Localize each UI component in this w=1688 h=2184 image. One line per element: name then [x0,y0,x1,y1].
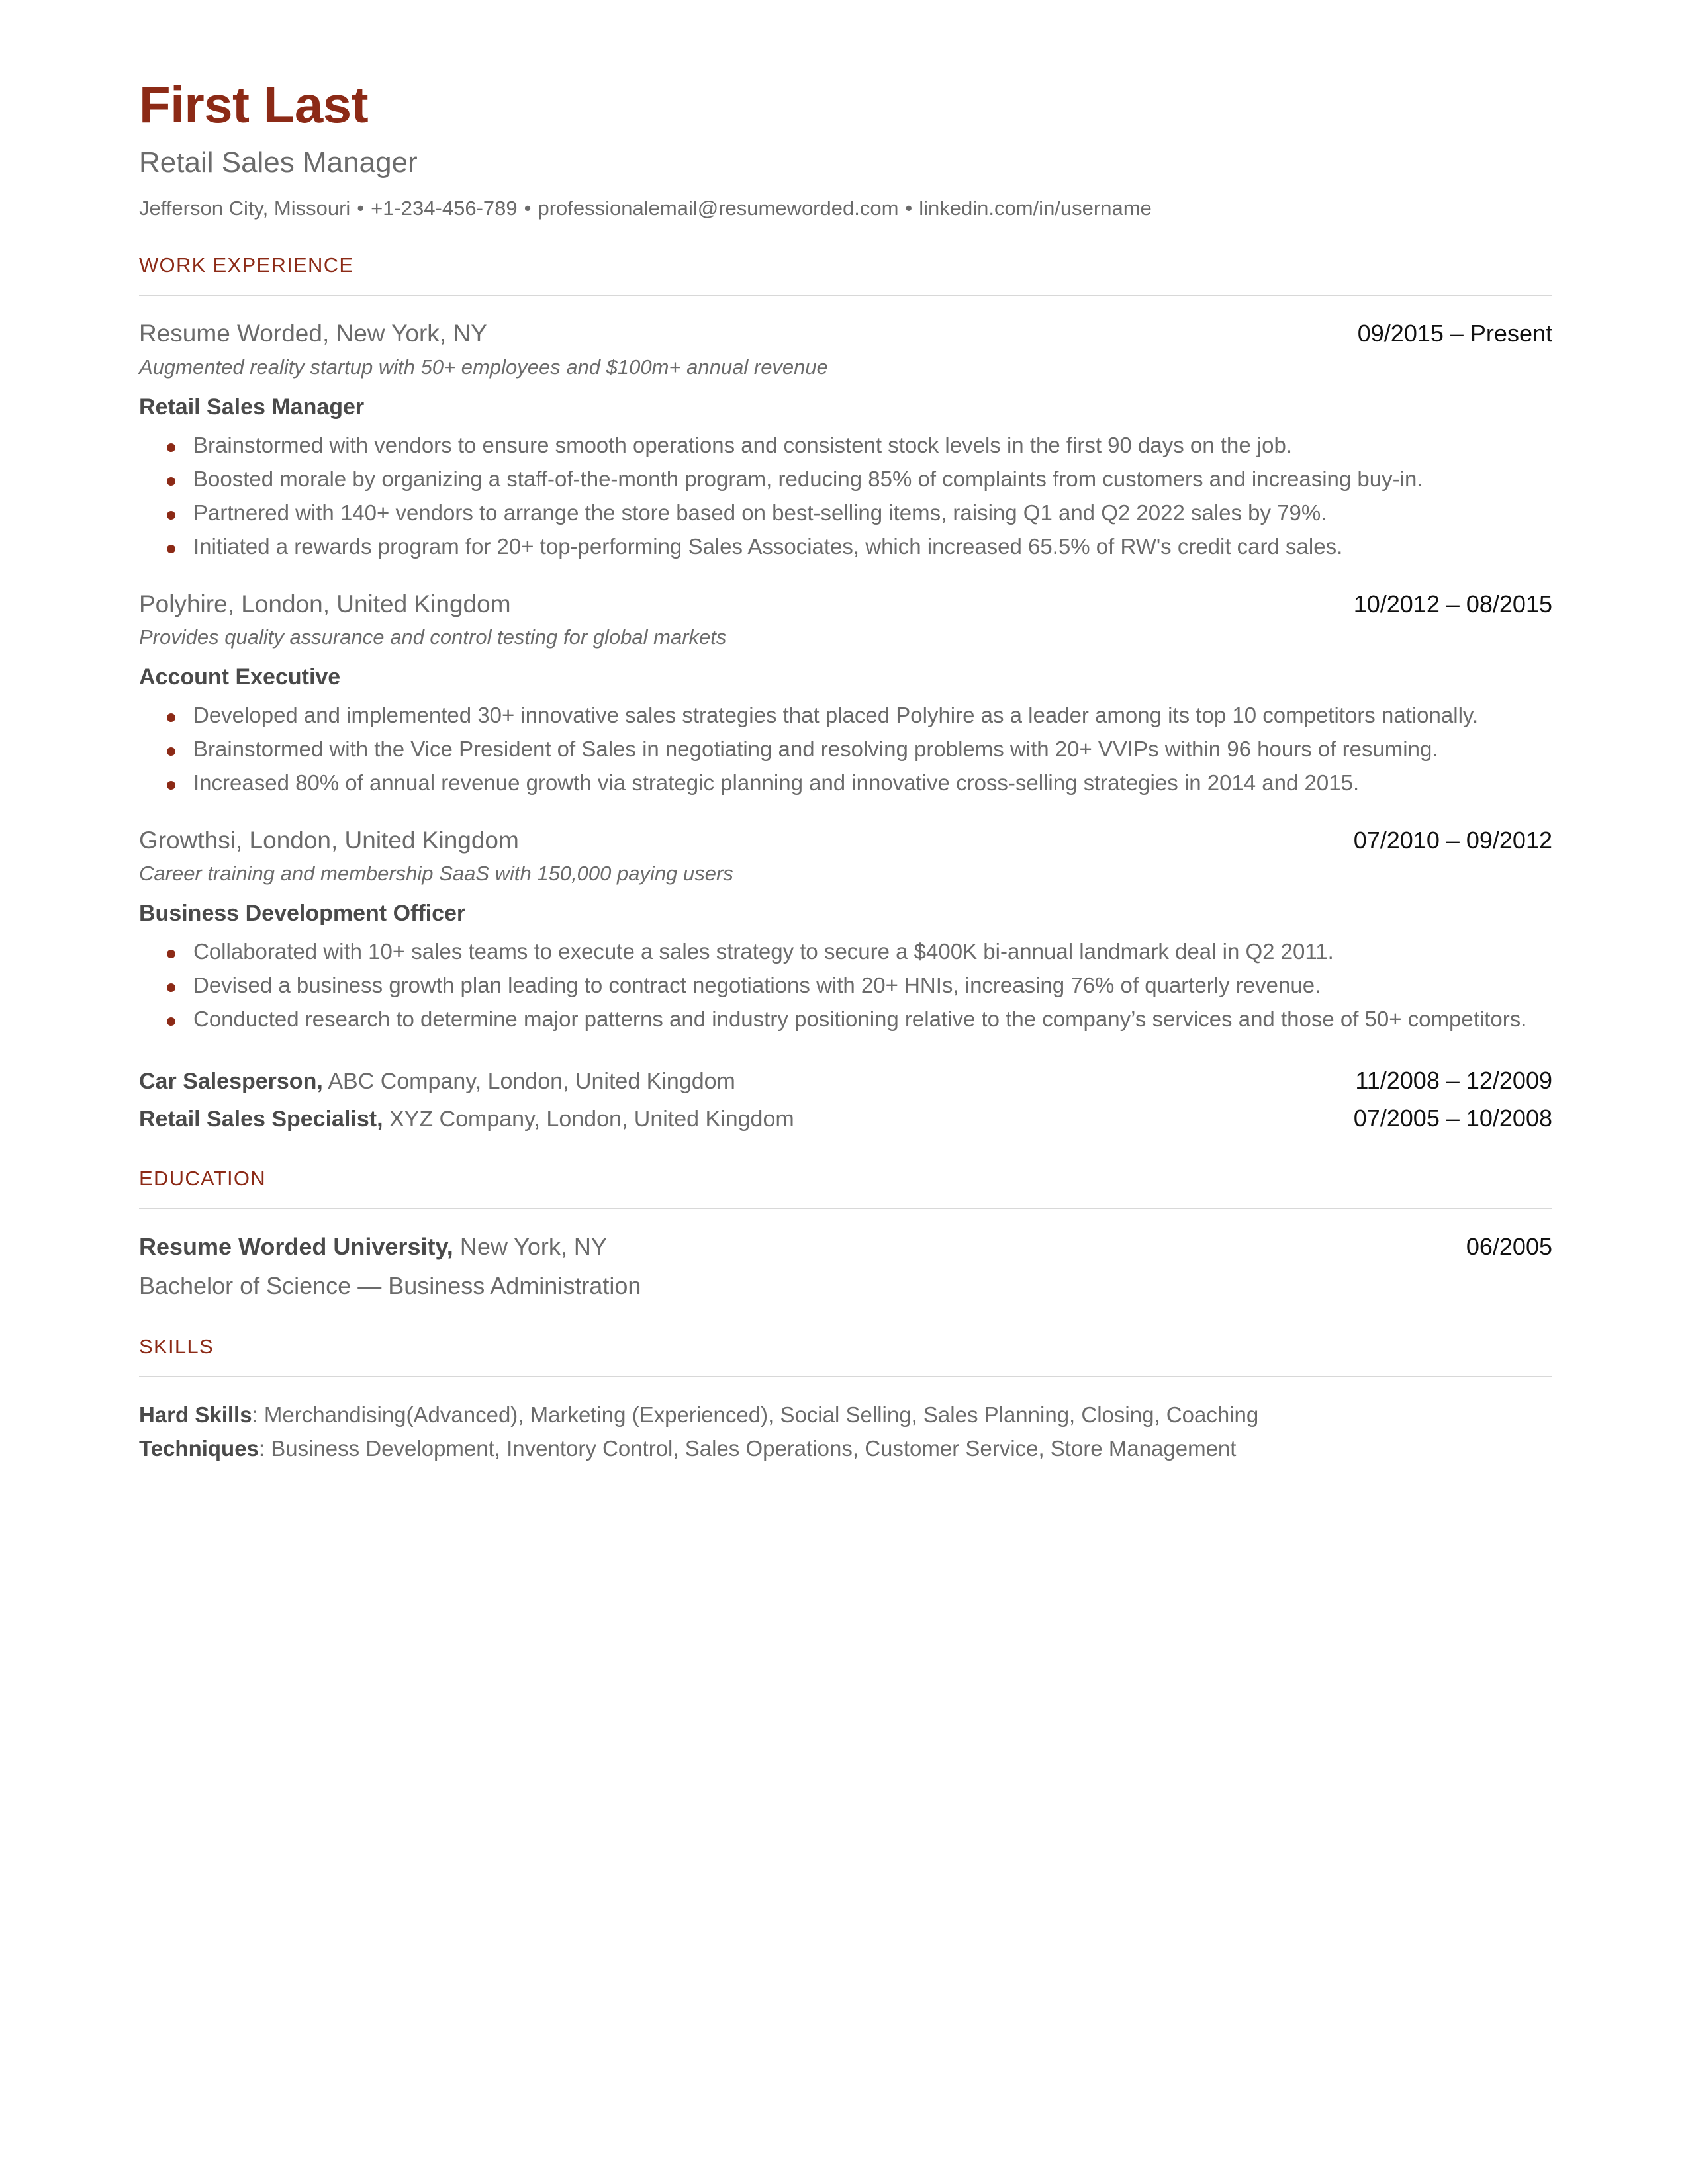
section-work-experience [139,253,1552,1134]
job-role: Account Executive [139,664,341,690]
skills-value: : Business Development, Inventory Control, Sales Operations, Customer Service, Store Management [258,1435,1237,1461]
list-item: Devised a business growth plan leading to contract negotiations with 20+ HNIs, increasing 76% of quarterly revenue. [139,970,1552,1001]
job-dates: 09/2015 – Present [1357,320,1552,347]
skills-label: Techniques [139,1435,259,1461]
section-heading-skills: SKILLS [139,1335,214,1359]
job-entry [139,825,1552,1035]
contact-line [139,196,1552,220]
contact-separator-2: • [524,197,532,220]
job-description: Provides quality assurance and control testing for global markets [139,625,727,649]
section-heading-work-experience: WORK EXPERIENCE [139,253,354,277]
short-role-title: Retail Sales Specialist, [139,1106,383,1132]
skills-row [139,1433,1552,1465]
section-divider [139,1376,1552,1377]
section-education [139,1167,1552,1302]
contact-email[interactable]: professionalemail@resumeworded.com [538,197,899,220]
short-roles-list [139,1066,1552,1134]
education-date: 06/2005 [1466,1233,1552,1261]
education-school-name: Resume Worded University, [139,1233,453,1261]
short-role-dates: 11/2008 – 12/2009 [1355,1066,1552,1094]
page-title: First Last [139,75,369,134]
section-skills [139,1335,1552,1465]
skills-row [139,1400,1552,1431]
skills-label: Hard Skills [139,1402,252,1428]
job-dates: 07/2010 – 09/2012 [1353,826,1552,854]
section-divider [139,1208,1552,1209]
list-item: Increased 80% of annual revenue growth via strategic planning and innovative cross-selling strategies in 2014 and 2015. [139,768,1552,799]
job-entry [139,318,1552,562]
contact-separator-1: • [357,197,365,220]
table-row [139,1103,1552,1134]
table-row [139,1066,1552,1097]
list-item: Brainstormed with vendors to ensure smooth operations and consistent stock levels in the first 90 days on the job. [139,430,1552,461]
job-description: Career training and membership SaaS with 150,000 paying users [139,861,733,885]
short-role-label [139,1067,735,1096]
job-company: Growthsi, London, United Kingdom [139,826,519,854]
job-company: Polyhire, London, United Kingdom [139,590,511,617]
list-item: Initiated a rewards program for 20+ top-performing Sales Associates, which increased 65.5% of RW's credit card sales. [139,531,1552,563]
job-description: Augmented reality startup with 50+ employees and $100m+ annual revenue [139,355,828,379]
job-role: Business Development Officer [139,900,466,926]
contact-location: Jefferson City, Missouri [139,197,351,220]
list-item: Collaborated with 10+ sales teams to execute a sales strategy to secure a $400K bi-annual landmark deal in Q2 2011. [139,936,1552,968]
education-school [139,1232,607,1263]
education-entry [139,1232,1552,1263]
job-header [139,589,1552,619]
list-item: Conducted research to determine major patterns and industry positioning relative to the company’s services and those of 50+ competitors. [139,1004,1552,1035]
short-role-detail: ABC Company, London, United Kingdom [322,1068,735,1094]
education-school-location: New York, NY [453,1233,607,1261]
job-company: Resume Worded, New York, NY [139,320,487,347]
contact-separator-3: • [905,197,913,220]
list-item: Partnered with 140+ vendors to arrange the store based on best-selling items, raising Q1 and Q2 2022 sales by 79%. [139,498,1552,529]
contact-phone[interactable]: +1-234-456-789 [371,197,518,220]
contact-linkedin[interactable]: linkedin.com/in/username [919,197,1152,220]
short-role-dates: 07/2005 – 10/2008 [1353,1104,1552,1132]
section-divider [139,295,1552,296]
section-heading-education: EDUCATION [139,1167,266,1191]
headline-subtitle: Retail Sales Manager [139,146,418,179]
job-header [139,825,1552,856]
short-role-label [139,1105,794,1134]
job-bullet-list [139,936,1552,1035]
short-role-title: Car Salesperson, [139,1068,323,1094]
job-header [139,318,1552,349]
education-degree: Bachelor of Science — Business Administration [139,1272,641,1300]
list-item: Brainstormed with the Vice President of Sales in negotiating and resolving problems with 20+ VVIPs within 96 hours of resuming. [139,734,1552,765]
job-role: Retail Sales Manager [139,394,365,420]
job-dates: 10/2012 – 08/2015 [1353,590,1552,617]
job-bullet-list [139,430,1552,562]
list-item: Boosted morale by organizing a staff-of-the-month program, reducing 85% of complaints from customers and increasing buy-in. [139,464,1552,495]
resume-header [139,75,1552,220]
job-bullet-list [139,700,1552,799]
job-entry [139,589,1552,799]
list-item: Developed and implemented 30+ innovative sales strategies that placed Polyhire as a leader among its top 10 competitors nationally. [139,700,1552,731]
skills-value: : Merchandising(Advanced), Marketing (Experienced), Social Selling, Sales Planning, Closing, Coaching [252,1402,1259,1428]
short-role-detail: XYZ Company, London, United Kingdom [383,1106,794,1132]
